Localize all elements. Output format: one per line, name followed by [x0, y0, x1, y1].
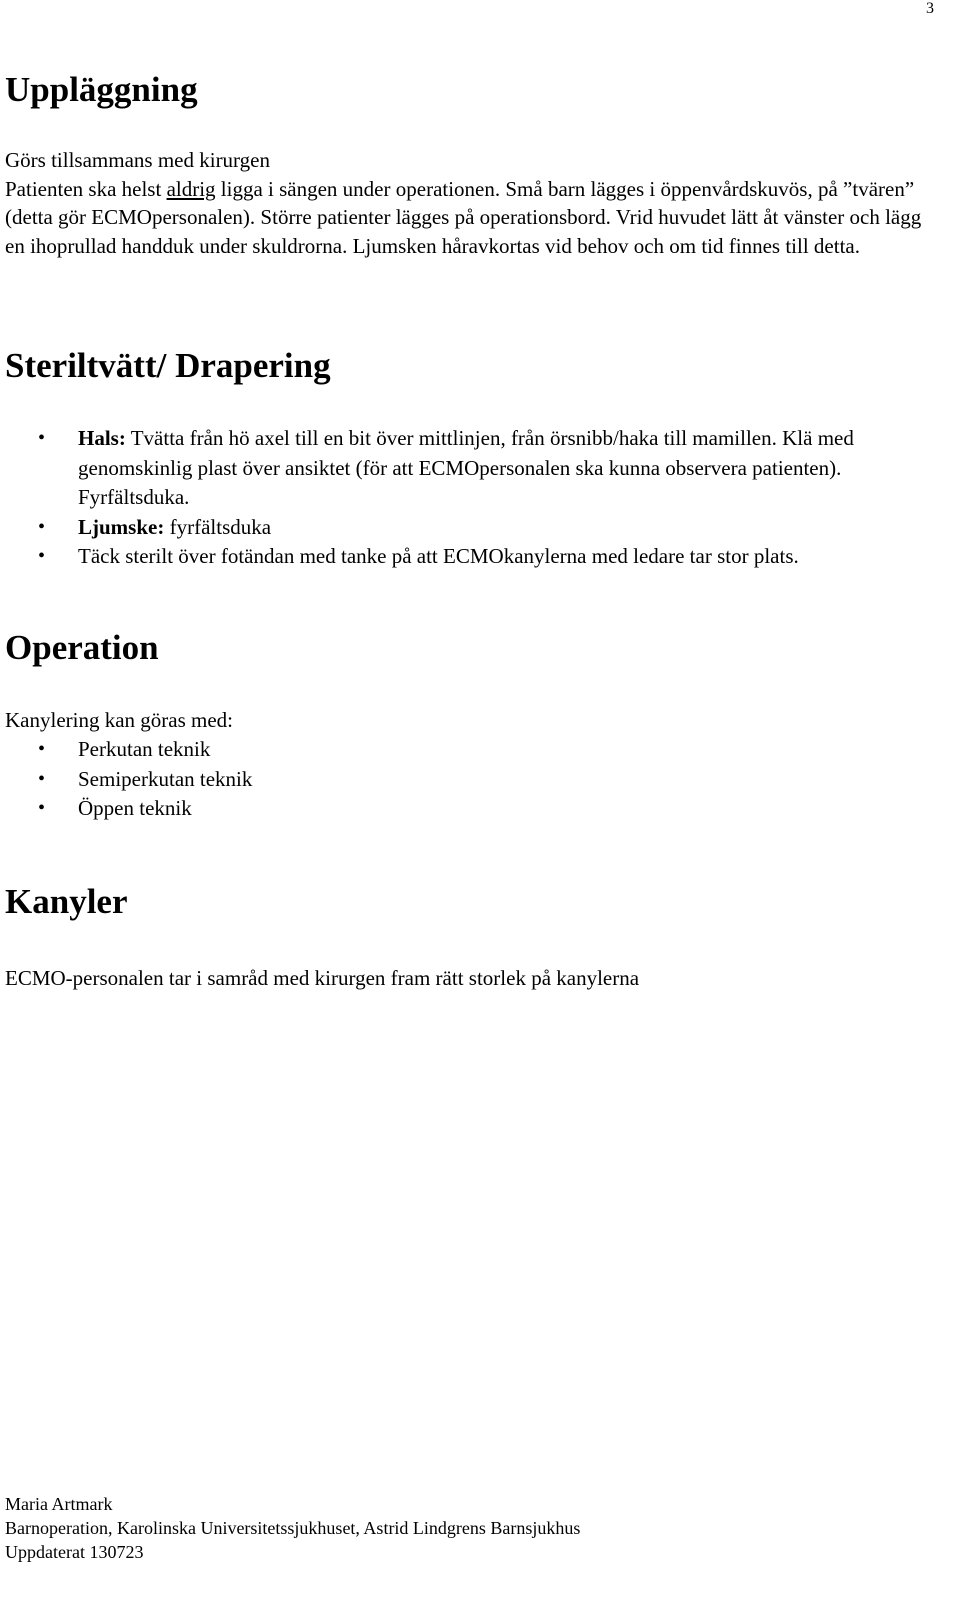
list-item-text: Täck sterilt över fotändan med tanke på att ECMOkanylerna med ledare tar stor plats.	[78, 544, 799, 568]
footer-department: Barnoperation, Karolinska Universitetssjukhuset, Astrid Lindgrens Barnsjukhus	[5, 1518, 581, 1538]
list-item: • Semiperkutan teknik	[0, 765, 945, 795]
list-item	[0, 424, 945, 513]
kanyler-text: ECMO-personalen tar i samråd med kirurgen fram rätt storlek på kanylerna	[5, 966, 640, 990]
heading-operation: Operation	[5, 628, 159, 667]
list-item	[0, 542, 945, 572]
underlined-word: aldrig	[166, 176, 216, 201]
footer	[5, 1492, 580, 1564]
list-item-label: Hals:	[78, 426, 126, 450]
footer-author: Maria Artmark	[5, 1494, 113, 1514]
list-item-text: fyrfältsduka	[164, 514, 272, 539]
steriltvatt-list	[0, 424, 945, 572]
upplaggning-paragraph	[5, 146, 945, 260]
operation-list	[0, 735, 945, 824]
list-item	[0, 513, 945, 543]
heading-upplaggning: Uppläggning	[5, 70, 198, 109]
footer-updated: Uppdaterat 130723	[5, 1542, 144, 1562]
list-item: • Perkutan teknik	[0, 735, 945, 765]
operation-intro: Kanylering kan göras med:	[5, 708, 234, 732]
page-number: 3	[926, 0, 934, 17]
upplaggning-text-pre: Patienten ska helst	[5, 176, 167, 201]
list-item: • Öppen teknik	[0, 794, 945, 824]
list-item-label: Ljumske:	[78, 514, 165, 539]
upplaggning-text-post: ligga i sängen under operationen. Små barn lägges i öppenvårdskuvös, på ”tvären” (detta gör ECMOpersonalen). Större patienter lägges på operationsbord. Vrid huvudet lätt åt vänster och lägg en ihoprullad handduk under skuldrorna. Ljumsken håravkortas vid behov och om tid finnes till detta.	[5, 176, 922, 258]
list-item-text: Tvätta från hö axel till en bit över mittlinjen, från örsnibb/haka till mamillen. Klä med genomskinlig plast över ansiktet (för att ECMOpersonalen ska kunna observera patienten). Fyrfältsduka.	[78, 426, 854, 509]
heading-steriltvatt: Steriltvätt/ Drapering	[5, 346, 331, 385]
heading-kanyler: Kanyler	[5, 882, 128, 921]
upplaggning-line-1: Görs tillsammans med kirurgen	[5, 148, 270, 172]
